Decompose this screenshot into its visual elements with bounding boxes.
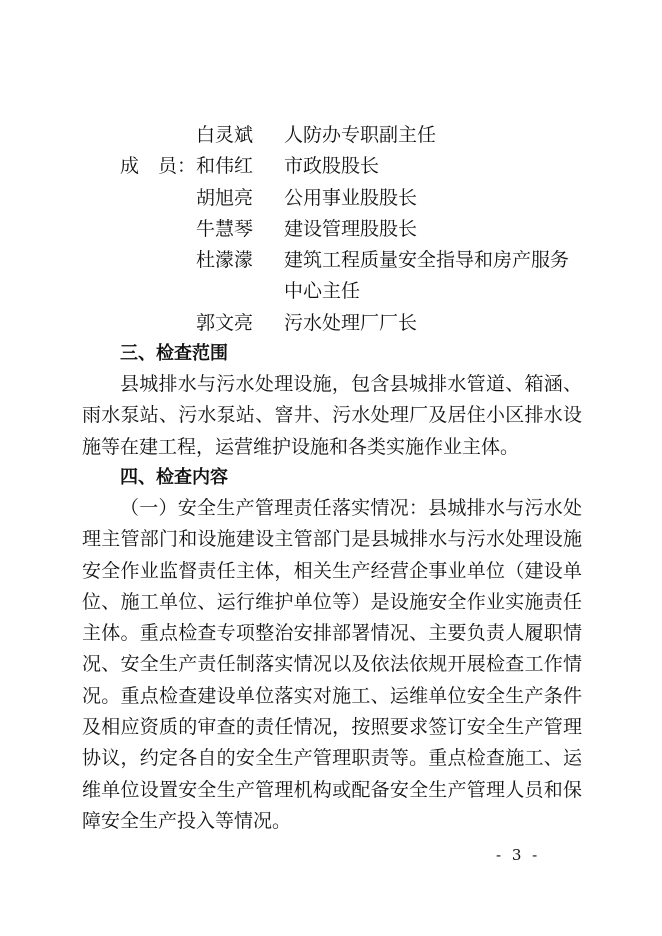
section3-paragraph: 县城排水与污水处理设施，包含县城排水管道、箱涵、雨水泵站、污水泵站、窨井、污水处理厂及居住小区排水设施等在建工程，运营维护设施和各类实施作业主体。 xyxy=(82,373,582,458)
member-role-du-line1: 建筑工程质量安全指导和房产服务 xyxy=(284,249,570,271)
member-name-he: 和伟红 xyxy=(196,155,254,177)
member-name-du: 杜濛濛 xyxy=(196,249,254,271)
member-role-guo: 污水处理厂厂长 xyxy=(284,312,418,334)
section4-paragraph: （一）安全生产管理责任落实情况：县城排水与污水处理主管部门和设施建设主管部门是县城排水与污水处理设施安全作业监督责任主体，相关生产经营企事业单位（建设单位、施工单位、运行维护单位等）是设施安全作业实施责任主体。重点检查专项整治安排部署情况、主要负责人履职情况、安全生产责任制落实情况以及依法依规开展检查工作情况。重点检查建设单位落实对施工、运维单位安全生产条件及相应资质的审查的责任情况，按照要求签订安全生产管理协议，约定各自的安全生产管理职责等。重点检查施工、运维单位设置安全生产管理机构或配备安全生产管理人员和保障安全生产投入等情况。 xyxy=(82,497,582,832)
member-role-du-line2: 中心主任 xyxy=(284,280,361,302)
section3-heading: 三、检查范围 xyxy=(120,343,228,364)
member-role-bai: 人防办专职副主任 xyxy=(284,124,437,146)
member-name-niu: 牛慧琴 xyxy=(196,218,254,240)
members-label: 成 员： xyxy=(120,155,197,177)
member-role-he: 市政股股长 xyxy=(284,155,380,177)
member-name-hu: 胡旭亮 xyxy=(196,187,254,209)
member-role-niu: 建设管理股股长 xyxy=(284,218,418,240)
section4-heading: 四、检查内容 xyxy=(120,467,228,488)
member-role-hu: 公用事业股股长 xyxy=(284,187,418,209)
member-name-bai: 白灵斌 xyxy=(196,124,254,146)
member-name-guo: 郭文亮 xyxy=(196,312,254,334)
page-number: - 3 - xyxy=(496,846,541,864)
